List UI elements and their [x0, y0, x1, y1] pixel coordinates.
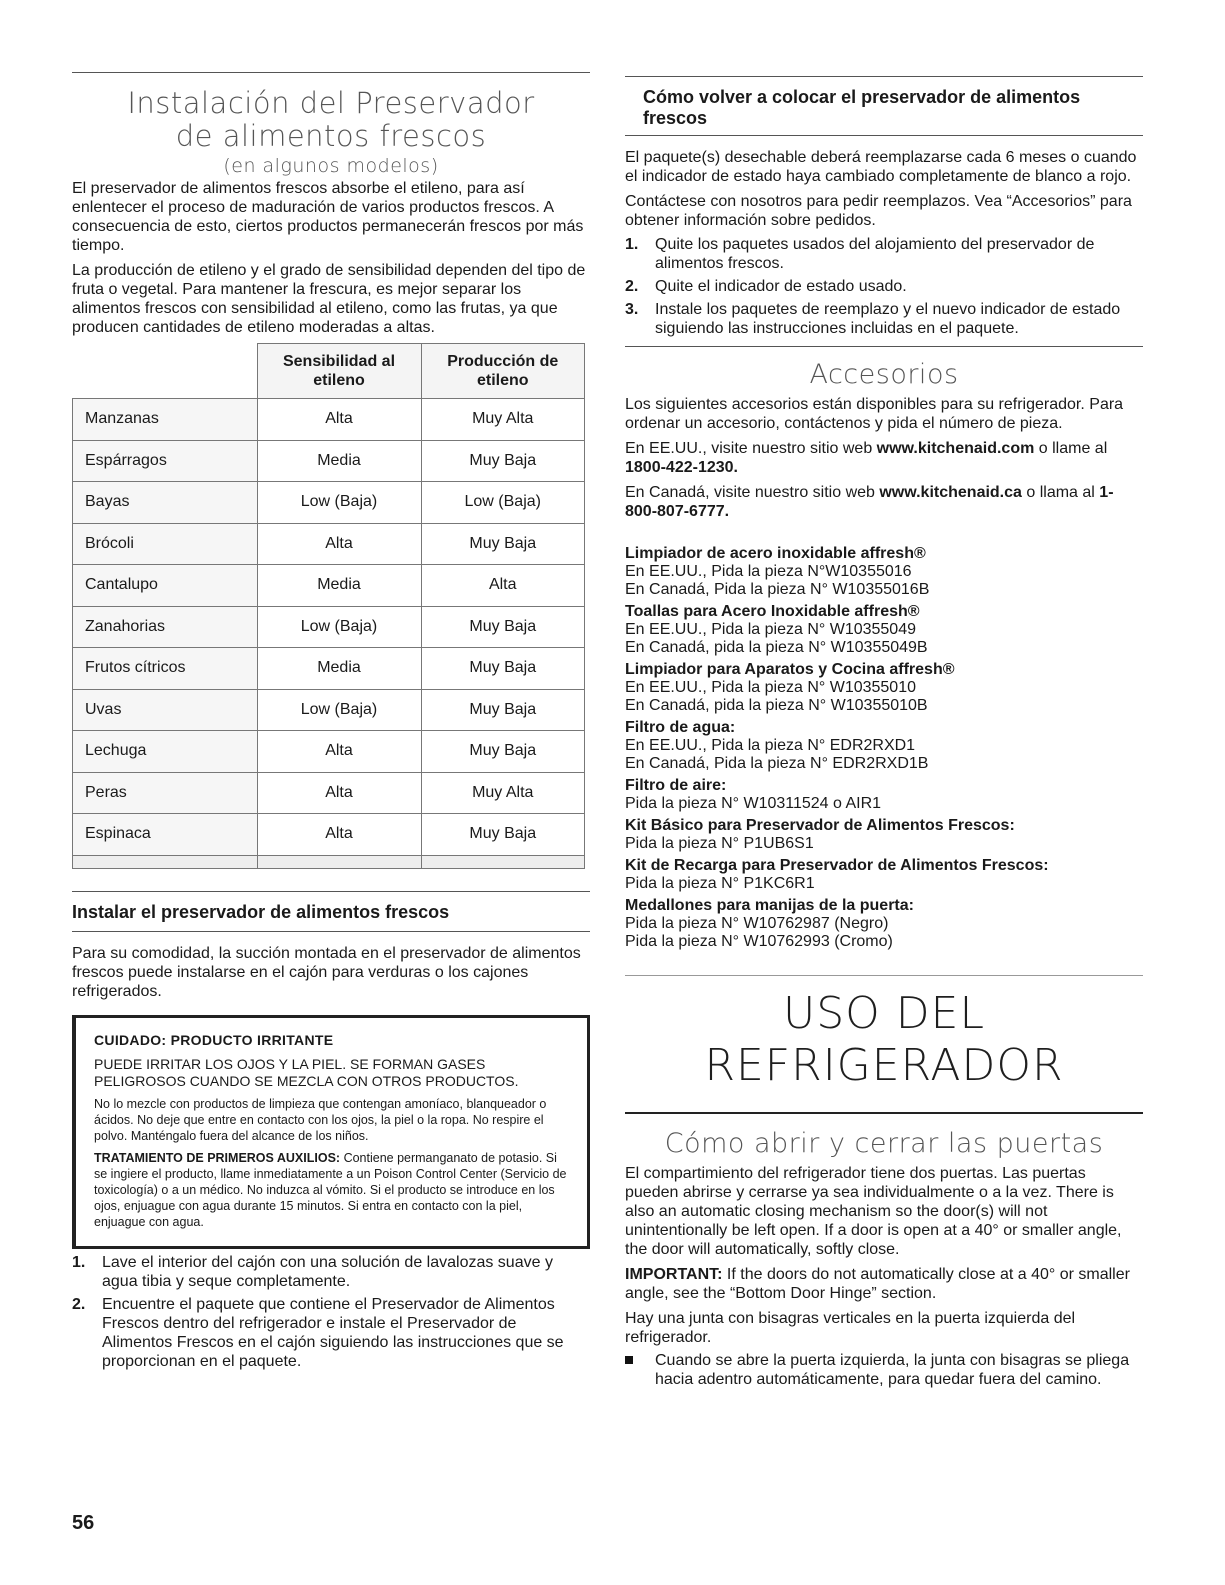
- table-cell-sensitivity: Low (Baja): [257, 689, 421, 731]
- table-cell-production: Muy Baja: [421, 814, 585, 856]
- table-cell-sensitivity: Low (Baja): [257, 482, 421, 524]
- accessories-intro: Los siguientes accesorios están disponibles para su refrigerador. Para ordenar un accesorio, contáctenos y pida el número de pieza.: [625, 396, 1124, 432]
- accessory-part-number: En Canadá, Pida la pieza N° W10355016B: [625, 581, 930, 598]
- accessory-item: [625, 777, 1143, 813]
- accessory-part-number: Pida la pieza N° W10311524 o AIR1: [625, 795, 882, 812]
- caution-title: CUIDADO: PRODUCTO IRRITANTE: [94, 1031, 334, 1048]
- left-column: [72, 0, 590, 1375]
- accessory-part-number: En EE.UU., Pida la pieza N° EDR2RXD1: [625, 737, 916, 754]
- ethylene-table: [72, 343, 585, 869]
- table-row: [73, 814, 585, 856]
- replace-step: 1. Quite los paquetes usados del alojamiento del preservador de alimentos frescos.: [625, 236, 1095, 272]
- table-cell-production: Muy Baja: [421, 440, 585, 482]
- table-cell-production: Muy Baja: [421, 523, 585, 565]
- replace-step: 3. Instale los paquetes de reemplazo y el nuevo indicador de estado siguiendo las instrucciones incluidas en el paquete.: [625, 301, 1121, 337]
- table-cell-production: Muy Baja: [421, 606, 585, 648]
- replace-step: 2. Quite el indicador de estado usado.: [625, 278, 907, 295]
- table-cell-food: Peras: [73, 772, 258, 814]
- table-body: [73, 399, 585, 869]
- table-cell-sensitivity: Low (Baja): [257, 606, 421, 648]
- table-cell-food: Espinaca: [73, 814, 258, 856]
- table-header-blank: [73, 344, 258, 399]
- table-row: [73, 440, 585, 482]
- accessory-name: Filtro de agua:: [625, 719, 736, 736]
- install-top-rule: [72, 891, 590, 892]
- accessory-name: Medallones para manijas de la puerta:: [625, 897, 914, 914]
- accessory-name: Kit de Recarga para Preservador de Alimentos Frescos:: [625, 857, 1049, 874]
- accessories-title: Accesorios: [809, 359, 959, 390]
- replace-contact-paragraph: Contáctese con nosotros para pedir reemplazos. Vea “Accesorios” para obtener información sobre pedidos.: [625, 193, 1132, 229]
- accessory-item: [625, 817, 1143, 853]
- table-cell-production: Low (Baja): [421, 482, 585, 524]
- install-heading: Instalar el preservador de alimentos frescos: [72, 901, 450, 922]
- accessories-canada: En Canadá, visite nuestro sitio web www.kitchenaid.ca o llama al 1-800-807-6777.: [625, 484, 1114, 520]
- us-phone: 1800-422-1230.: [625, 459, 738, 476]
- accessory-name: Limpiador para Aparatos y Cocina affresh®: [625, 661, 955, 678]
- accessory-part-number: Pida la pieza N° W10762987 (Negro): [625, 915, 889, 932]
- install-step: 1. Lave el interior del cajón con una solución de lavalozas suave y agua tibia y seque completamente.: [72, 1253, 553, 1290]
- replace-bottom-rule: [625, 135, 1143, 136]
- caution-box: [72, 1015, 590, 1249]
- right-column: [625, 0, 1143, 1389]
- table-cell-production: Muy Baja: [421, 731, 585, 773]
- intro-paragraph: El preservador de alimentos frescos absorbe el etileno, para así enlentecer el proceso de maduración de varios productos frescos. A consecuencia de esto, ciertos productos permanecerán frescos por más tiempo.: [72, 180, 584, 254]
- replace-paragraph: El paquete(s) desechable deberá reemplazarse cada 6 meses o cuando el indicador de estado haya cambiado completamente de blanco a rojo.: [625, 149, 1137, 185]
- section-title-line2: de alimentos frescos: [175, 119, 487, 153]
- table-row: [73, 606, 585, 648]
- table-cell-food: Brócoli: [73, 523, 258, 565]
- table-cell-food: Frutos cítricos: [73, 648, 258, 690]
- accessory-item: [625, 603, 1143, 657]
- table-cell-production: Muy Baja: [421, 689, 585, 731]
- install-step: 2. Encuentre el paquete que contiene el Preservador de Alimentos Frescos dentro del refrigerador e instale el Preservador de Alimentos Frescos en el cajón siguiendo las instrucciones que se proporcionan en el paquete.: [72, 1295, 564, 1370]
- table-row: [73, 772, 585, 814]
- caution-warning: PUEDE IRRITAR LOS OJOS Y LA PIEL. SE FORMAN GASES PELIGROSOS CUANDO SE MEZCLA CON OTROS PRODUCTOS.: [94, 1055, 519, 1089]
- accessory-item: [625, 897, 1143, 951]
- section-subtitle: (en algunos modelos): [223, 155, 439, 177]
- accessory-name: Kit Básico para Preservador de Alimentos Frescos:: [625, 817, 1015, 834]
- install-paragraph: Para su comodidad, la succión montada en el preservador de alimentos frescos puede instalarse en el cajón para verduras o los cajones refrigerados.: [72, 944, 581, 1000]
- accessory-part-number: Pida la pieza N° P1KC6R1: [625, 875, 815, 892]
- us-website-link[interactable]: www.kitchenaid.com: [876, 440, 1035, 457]
- accessory-name: Filtro de aire:: [625, 777, 727, 794]
- uso-title: USO DEL REFRIGERADOR: [704, 988, 1064, 1091]
- table-cell-production: Muy Alta: [421, 772, 585, 814]
- table-cell-sensitivity: Alta: [257, 399, 421, 441]
- accessory-item: [625, 857, 1143, 893]
- table-cell-food: Zanahorias: [73, 606, 258, 648]
- accessory-item: [625, 661, 1143, 715]
- table-cell-food: Espárragos: [73, 440, 258, 482]
- bullet-square-icon: [625, 1356, 633, 1364]
- table-footer-cell: [421, 855, 585, 868]
- accessory-part-number: En EE.UU., Pida la pieza N° W10355010: [625, 679, 916, 696]
- doors-paragraph: El compartimiento del refrigerador tiene dos puertas. Las puertas pueden abrirse y cerrarse ya sea individualmente o a la vez. There is also an automatic closing mechanism so the door(s) will not unintentionally be left open. If a door is open at a 40° or smaller angle, the door will automatically, softly close.: [625, 1165, 1122, 1258]
- accessory-part-number: En Canadá, Pida la pieza N° EDR2RXD1B: [625, 755, 929, 772]
- accessory-part-number: En Canadá, pida la pieza N° W10355010B: [625, 697, 928, 714]
- table-cell-sensitivity: Media: [257, 565, 421, 607]
- accessory-part-number: En EE.UU., Pida la pieza N° W10355049: [625, 621, 916, 638]
- first-aid-text: Contiene permanganato de potasio. Si se ingiere el producto, llame inmediatamente a un Poison Control Center (Servicio de toxicología) o a un médico. No induzca al vómito. Si el producto se introduce en los ojos, enjuague con agua durante 15 minutos. Si entra en contacto con la piel, enjuague con agua.: [94, 1150, 567, 1229]
- replace-steps: [625, 235, 1143, 338]
- table-cell-food: Cantalupo: [73, 565, 258, 607]
- table-cell-food: Uvas: [73, 689, 258, 731]
- replace-heading: Cómo volver a colocar el preservador de alimentos frescos: [643, 87, 1081, 128]
- accessories-us: En EE.UU., visite nuestro sitio web www.kitchenaid.com o llame al 1800-422-1230.: [625, 440, 1108, 476]
- doors-title: Cómo abrir y cerrar las puertas: [664, 1128, 1104, 1159]
- table-footer-cell: [73, 855, 258, 868]
- doors-important: IMPORTANT: If the doors do not automatically close at a 40° or smaller angle, see the “Bottom Door Hinge” section.: [625, 1266, 1130, 1302]
- install-steps: [72, 1253, 590, 1371]
- table-footer-cell: [257, 855, 421, 868]
- section-title-line1: Instalación del Preservador: [127, 86, 535, 120]
- doors-bullets: [625, 1351, 1143, 1389]
- table-cell-production: Muy Alta: [421, 399, 585, 441]
- caution-first-aid: [94, 1150, 569, 1230]
- table-cell-sensitivity: Alta: [257, 772, 421, 814]
- table-row: [73, 399, 585, 441]
- table-cell-sensitivity: Media: [257, 648, 421, 690]
- table-footer-row: [73, 855, 585, 868]
- ethylene-paragraph: La producción de etileno y el grado de sensibilidad dependen del tipo de fruta o vegetal. Para mantener la frescura, es mejor separar los alimentos frescos con sensibilidad al etileno, como las frutas, ya que producen cantidades de etileno moderadas a altas.: [72, 262, 586, 336]
- table-cell-food: Bayas: [73, 482, 258, 524]
- accessory-name: Toallas para Acero Inoxidable affresh®: [625, 603, 920, 620]
- accessory-part-number: En Canadá, pida la pieza N° W10355049B: [625, 639, 928, 656]
- table-cell-sensitivity: Alta: [257, 731, 421, 773]
- accessory-part-number: Pida la pieza N° P1UB6S1: [625, 835, 814, 852]
- accessories-list: [625, 545, 1143, 951]
- table-row: [73, 731, 585, 773]
- first-aid-label: TRATAMIENTO DE PRIMEROS AUXILIOS:: [94, 1150, 341, 1165]
- uso-bottom-rule: [625, 1112, 1143, 1114]
- table-header-row: [73, 344, 585, 399]
- accessory-name: Limpiador de acero inoxidable affresh®: [625, 545, 926, 562]
- table-header-production: Producción de etileno: [421, 344, 585, 399]
- caution-instructions: No lo mezcle con productos de limpieza que contengan amoníaco, blanqueador o ácidos. No deje que entre en contacto con los ojos, la piel o la ropa. No respire el polvo. Manténgalo fuera del alcance de los niños.: [94, 1096, 547, 1143]
- table-header-sensitivity: Sensibilidad al etileno: [257, 344, 421, 399]
- table-cell-sensitivity: Media: [257, 440, 421, 482]
- accessory-part-number: Pida la pieza N° W10762993 (Cromo): [625, 933, 893, 950]
- table-cell-production: Muy Baja: [421, 648, 585, 690]
- doors-gasket-paragraph: Hay una junta con bisagras verticales en la puerta izquierda del refrigerador.: [625, 1310, 1076, 1346]
- table-cell-production: Alta: [421, 565, 585, 607]
- ca-website-link[interactable]: www.kitchenaid.ca: [879, 484, 1022, 501]
- accessory-item: [625, 719, 1143, 773]
- table-row: [73, 648, 585, 690]
- page-number: 56: [72, 1512, 95, 1534]
- table-cell-sensitivity: Alta: [257, 814, 421, 856]
- table-cell-food: Lechuga: [73, 731, 258, 773]
- ca-phone: 1-800-807-6777.: [625, 484, 1114, 520]
- accessories-rule: [625, 346, 1143, 347]
- doors-bullet: Cuando se abre la puerta izquierda, la junta con bisagras se pliega hacia adentro automáticamente, para quedar fuera del camino.: [625, 1351, 1143, 1389]
- uso-rule: [625, 975, 1143, 976]
- accessory-item: [625, 545, 1143, 599]
- table-row: [73, 565, 585, 607]
- table-row: [73, 482, 585, 524]
- table-row: [73, 689, 585, 731]
- accessory-part-number: En EE.UU., Pida la pieza N°W10355016: [625, 563, 912, 580]
- table-cell-sensitivity: Alta: [257, 523, 421, 565]
- table-row: [73, 523, 585, 565]
- install-bottom-rule: [72, 931, 590, 932]
- top-rule: [72, 72, 590, 73]
- table-cell-food: Manzanas: [73, 399, 258, 441]
